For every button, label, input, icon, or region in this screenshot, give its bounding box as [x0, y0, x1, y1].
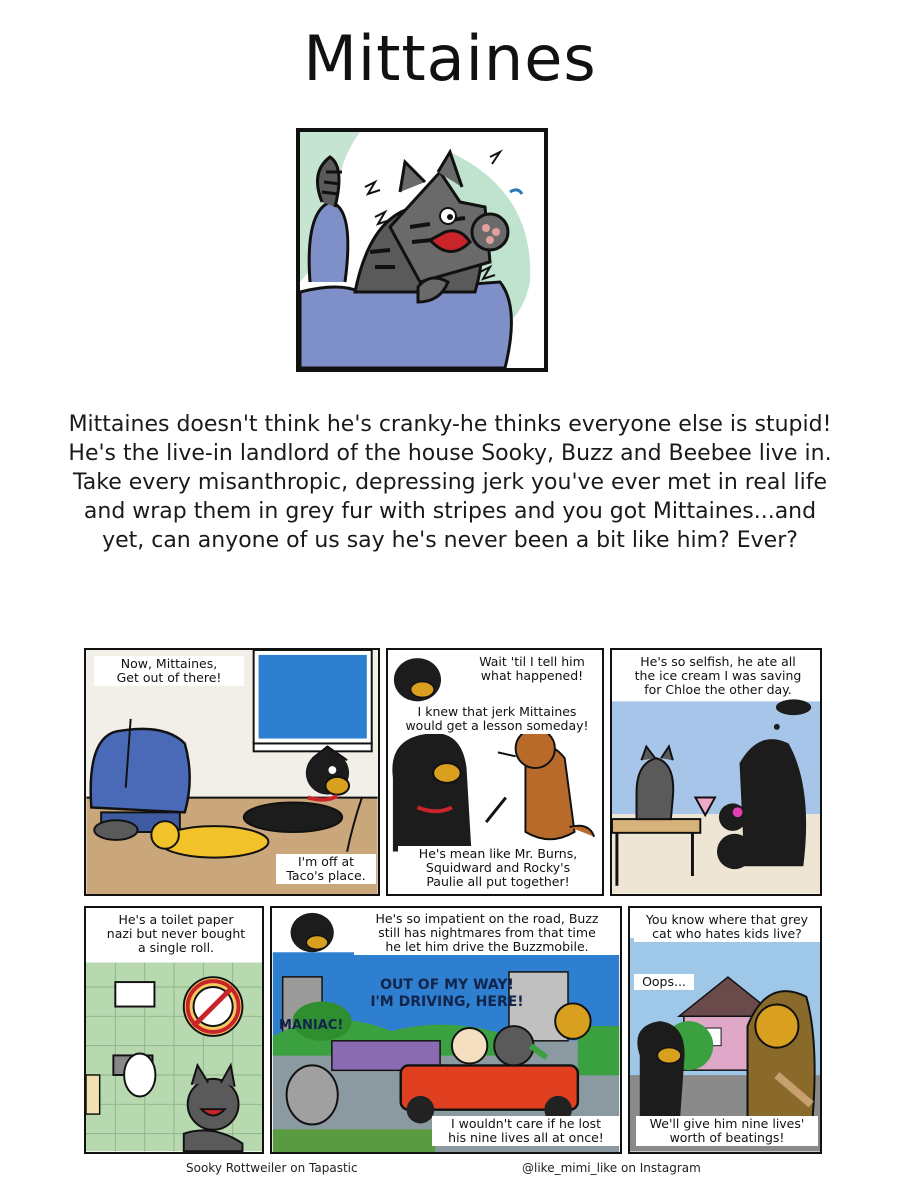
- credit-instagram: @like_mimi_like on Instagram: [522, 1161, 701, 1175]
- comic-panel-1-3: [610, 648, 822, 896]
- speech-bubble: We'll give him nine lives' worth of beatings!: [636, 1116, 818, 1146]
- speech-bubble: You know where that grey cat who hates kids live?: [634, 912, 820, 942]
- credit-tapastic: Sooky Rottweiler on Tapastic: [186, 1161, 358, 1175]
- grumpy-grey-cat-icon: [300, 132, 544, 368]
- comic-panel-1-1: [84, 648, 380, 896]
- comic-panel-2-3: [628, 906, 822, 1154]
- speech-bubble: He's mean like Mr. Burns, Squidward and Rocky's Paulie all put together!: [398, 846, 598, 890]
- comic-panel-2-1: [84, 906, 264, 1154]
- speech-bubble: Now, Mittaines, Get out of there!: [94, 656, 244, 686]
- comic-panel-2-2: [270, 906, 622, 1154]
- speech-bubble: Oops...: [634, 974, 694, 990]
- comic-strip-2: [84, 906, 822, 1154]
- page-title: Mittaines: [303, 22, 597, 95]
- speech-bubble: He's a toilet paper nazi but never bought a single roll.: [90, 912, 262, 956]
- speech-bubble: I wouldn't care if he lost his nine lives all at once!: [432, 1116, 620, 1146]
- speech-bubble: I knew that jerk Mittaines would get a lesson someday!: [392, 704, 602, 734]
- shout-text: OUT OF MY WAY! I'M DRIVING, HERE!: [370, 977, 524, 1010]
- character-bio: [60, 410, 840, 555]
- speech-bubble: He's so impatient on the road, Buzz still has nightmares from that time he let him drive the Buzzmobile.: [354, 911, 620, 955]
- portrait-panel: [296, 128, 548, 372]
- comic-strip-1: [84, 648, 822, 896]
- speech-bubble: Wait 'til I tell him what happened!: [462, 654, 602, 684]
- maniac-text: MANIAC!: [279, 1018, 344, 1033]
- speech-bubble: He's so selfish, he ate all the ice cream I was saving for Chloe the other day.: [616, 654, 820, 698]
- speech-bubble: I'm off at Taco's place.: [276, 854, 376, 884]
- bio-paragraph-2: Take every misanthropic, depressing jerk you've ever met in real life and wrap them in grey fur with stripes and you got Mittaines...and yet, can anyone of us say he's never been a bit like him? Ever?: [73, 470, 827, 553]
- comic-panel-1-2: [386, 648, 604, 896]
- bio-paragraph-1: Mittaines doesn't think he's cranky-he thinks everyone else is stupid! He's the live-in landlord of the house Sooky, Buzz and Beebee live in.: [68, 412, 832, 466]
